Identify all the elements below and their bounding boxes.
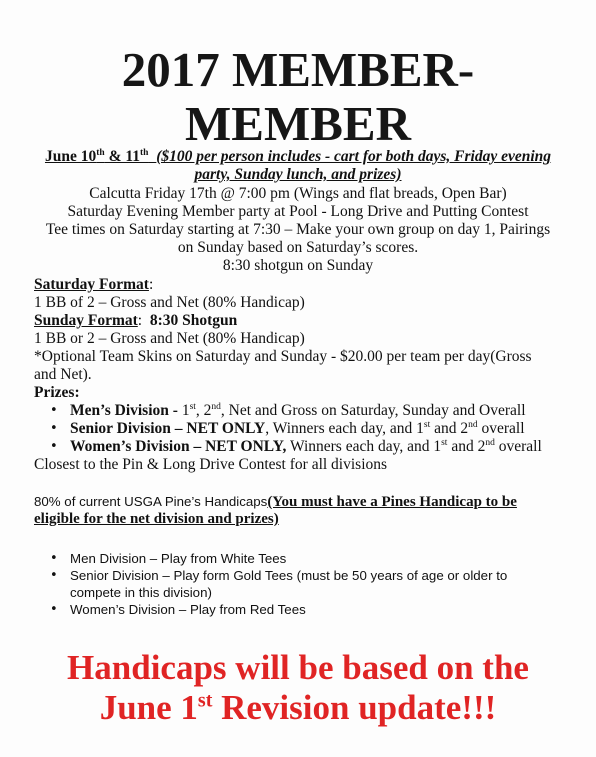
handicap-notice-line-2: June 1st Revision update!!! bbox=[99, 688, 497, 727]
handicap-note-line-1: 80% of current USGA Pine’s Handicaps(You must have a Pines Handicap to be bbox=[34, 494, 517, 510]
prize-mens-division: • Men’s Division - 1st, 2nd, Net and Gross on Saturday, Sunday and Overall bbox=[34, 402, 564, 420]
sunday-shotgun-line: 8:30 shotgun on Sunday bbox=[222, 257, 374, 274]
title-line-2: MEMBER bbox=[185, 96, 411, 151]
saturday-format-detail: 1 BB of 2 – Gross and Net (80% Handicap) bbox=[34, 294, 305, 311]
tees-list bbox=[34, 550, 564, 618]
date-suffix-2: th bbox=[140, 147, 149, 158]
sunday-format-heading: Sunday Format: 8:30 Shotgun bbox=[34, 312, 238, 329]
handicap-note bbox=[34, 493, 564, 528]
date-second: & 11 bbox=[104, 148, 140, 165]
team-skins-line-2: and Net). bbox=[34, 366, 92, 383]
date-suffix-1: th bbox=[96, 147, 105, 158]
title-line-1: 2017 MEMBER- bbox=[121, 42, 475, 97]
event-dates-line bbox=[0, 148, 596, 166]
tee-times-line-1: Tee times on Saturday starting at 7:30 – Make your own group on day 1, Pairings bbox=[45, 221, 551, 238]
prize-womens-division: • Women’s Division – NET ONLY, Winners each day, and 1st and 2nd overall bbox=[34, 438, 564, 456]
format-section bbox=[34, 276, 564, 474]
tees-section bbox=[34, 550, 564, 618]
prizes-list bbox=[34, 402, 564, 456]
handicap-notice-line-1: Handicaps will be based on the bbox=[67, 648, 529, 687]
tee-senior: • Senior Division – Play form Gold Tees (must be 50 years of age or older to compete in this division) bbox=[34, 567, 564, 601]
saturday-format-heading: Saturday Format: bbox=[34, 276, 154, 293]
sunday-format-detail: 1 BB or 2 – Gross and Net (80% Handicap) bbox=[34, 330, 305, 347]
tee-women: • Women’s Division – Play from Red Tees bbox=[34, 601, 564, 618]
saturday-party-line: Saturday Evening Member party at Pool - Long Drive and Putting Contest bbox=[67, 203, 529, 220]
calcutta-line: Calcutta Friday 17th @ 7:00 pm (Wings and flat breads, Open Bar) bbox=[89, 185, 507, 202]
prizes-heading: Prizes: bbox=[34, 384, 80, 401]
tee-men: • Men Division – Play from White Tees bbox=[34, 550, 564, 567]
handicap-note-line-2: eligible for the net division and prizes) bbox=[34, 511, 279, 527]
closest-to-pin-line: Closest to the Pin & Long Drive Contest for all divisions bbox=[34, 456, 388, 473]
date-june: June 10 bbox=[44, 148, 97, 165]
price-note-line-1: ($100 per person includes - cart for both days, Friday evening bbox=[156, 148, 552, 165]
tee-times-line-2: on Sunday based on Saturday’s scores. bbox=[177, 239, 419, 256]
price-note-line-2: party, Sunday lunch, and prizes) bbox=[194, 166, 402, 183]
team-skins-line-1: *Optional Team Skins on Saturday and Sunday - $20.00 per team per day(Gross bbox=[34, 348, 532, 365]
prize-senior-division: • Senior Division – NET ONLY, Winners each day, and 1st and 2nd overall bbox=[34, 420, 564, 438]
